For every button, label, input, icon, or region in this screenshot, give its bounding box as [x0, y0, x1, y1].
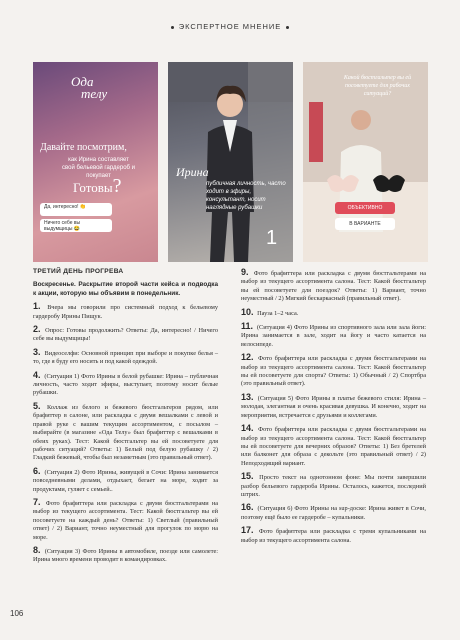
- answer-2-label: В ВАРИАНТЕ: [349, 221, 381, 227]
- page-number: 106: [10, 609, 24, 618]
- logo-line-1: Ода: [71, 74, 94, 89]
- item-number: 13.: [241, 391, 254, 402]
- numbered-item: [241, 424, 426, 468]
- answer-1-label: ОБЪЕКТИВНО: [347, 205, 383, 211]
- item-text: (Ситуация 4) Фото Ирины из спортивного зала или зала йоги: Ирина занимается в зале, ходит на йогу и часто катается на велосипеде.: [241, 324, 427, 348]
- item-number: 11.: [241, 321, 254, 332]
- item-number: 9.: [241, 267, 249, 277]
- section-title: ЭКСПЕРТНОЕ МНЕНИЕ: [178, 22, 282, 31]
- right-column: [241, 268, 426, 549]
- item-text: Пауза 1–2 часа.: [257, 309, 299, 317]
- numbered-item: [33, 498, 218, 542]
- item-text: Видеоселфи: Основной принцип при выборе и покупке белья – то, где я буду его носить и под какой одеждой.: [33, 349, 218, 366]
- item-text: Вчера мы говорили про системный подход к бельевому гардеробу Ирины Пищук.: [33, 304, 218, 320]
- numbered-item: [241, 308, 426, 318]
- item-number: 3.: [33, 346, 41, 357]
- logo-line-2: телу: [81, 86, 108, 101]
- story1-subtext: как Ирина составляет свой бельевой гардероб и покупает: [62, 157, 135, 179]
- numbered-item: [241, 268, 426, 304]
- item-text: (Ситуация 3) Фото Ирины в автомобиле, поезде или самолете: Ирина много времени проводит в командировках.: [33, 547, 218, 564]
- brand-logo: [71, 76, 107, 100]
- item-text: Просто текст на однотонном фоне: Мы почти завершили разбор бельевого гардероба Ирины. Осталось, кажется, последний штрих.: [241, 474, 427, 498]
- item-text: Фото брафиттера или раскладка с двумя бюстгальтерами на выбор из текущего ассортимента салона. Тест: Какой бюстгальтер вы ей посоветуете для поездок? Ответы: 1) Вариант, точно неуместный / 2) Мягкий бескаркасный (правильный ответ).: [241, 270, 426, 303]
- item-text: (Ситуация 6) Фото Ирины на sup-доске: Ирина живет в Сочи, поэтому ещё было ее гардеробе – купальники.: [241, 505, 427, 521]
- section-header: [0, 22, 460, 31]
- numbered-item: [241, 526, 426, 545]
- item-text: Фото брафиттера или раскладка с двумя бюстгальтерами на выбор из текущего ассортимента салона. Тест: Какой бюстгальтер вы ей посоветуете для спорта? Ответы: 1) Обычный / 2) Спортбра (это правильный ответ).: [241, 355, 426, 388]
- item-text: (Ситуация 2) Фото Ирины, живущей в Сочи: Ирина занимается повседневными делами, отдыхает, бегает на море, ходит за продуктами, гуляет с семьей..: [33, 468, 218, 493]
- numbered-item: [241, 503, 426, 522]
- answer-button-2[interactable]: [335, 218, 395, 230]
- item-number: 17.: [241, 525, 254, 536]
- left-column: [33, 268, 218, 569]
- item-number: 5.: [33, 400, 41, 411]
- story2-name: Ирина: [176, 165, 209, 179]
- poll-option-wow[interactable]: Ничего себе вы выдумщицы 😂: [40, 219, 112, 232]
- section-heading: ТРЕТИЙ ДЕНЬ ПРОГРЕВА: [33, 268, 124, 275]
- numbered-item: [33, 467, 218, 494]
- numbered-item: [33, 348, 218, 367]
- numbered-item: [241, 353, 426, 389]
- numbered-item: [33, 546, 218, 565]
- item-number: 10.: [241, 306, 254, 317]
- item-text: Коллаж из белого и бежевого бюстгальтеров рядом, или брафиттер в салоне, или раскладка с двумя вешалками с левой и правой руке с вашим текущим ассортиментом, с посылом – выбирайте (в магазине «Ода Телу» был брафиттер с вешалками в обеих руках). Тест: Какой бюстгальтер вы ей посоветуете для рабочих ситуаций? Ответы: 1) Белый под белую рубашку / 2) Гладкий бежевый, чтобы был незаметным (это правильный ответ).: [33, 403, 218, 462]
- story3-caption: Какой бюстгальтер вы ей посоветуете для рабочих ситуаций?: [343, 75, 412, 97]
- item-text: Фото брафиттера или раскладка с двумя бюстгальтерами на выбор из текущего ассортимента салона. Тест: Какой бюстгальтер вы ей посоветуете для вечерних образов? Ответы: 1) Без бретелей или балконет для образа с декольте (это правильный ответ) / 2) Неподходящий вариант.: [241, 426, 426, 467]
- question-text: Готовы: [73, 180, 113, 195]
- item-number: 8.: [33, 544, 41, 555]
- numbered-item: [241, 393, 426, 420]
- item-number: 16.: [241, 502, 254, 513]
- question-mark: ?: [112, 175, 122, 197]
- item-number: 1.: [33, 301, 41, 312]
- story-panel-1: [33, 62, 158, 262]
- item-text: Фото брафиттера или раскладка с двумя бюстгальтерами на выбор из текущего ассортимента. Тест: Какой бюстгальтер вы ей посоветуете на каждый день? Ответы: 1) Светлый (правильный ответ) / 2) Вариант, точно неуместный для прогулок по морю на море.: [33, 499, 218, 541]
- answer-button-1[interactable]: [335, 202, 395, 214]
- item-text: Опрос: Готовы продолжить? Ответы: Да, интересно! / Ничего себе вы выдумщицы!: [33, 327, 218, 343]
- item-text: Фото брафиттера или раскладка с тремя купальниками на выбор из текущего ассортимента салона.: [241, 528, 426, 544]
- numbered-item: [33, 302, 218, 321]
- numbered-item: [241, 472, 426, 499]
- story2-caption: публичная личность, часто ходит в эфиры, консультант, носит наглядные рубашки: [206, 181, 286, 211]
- item-number: 7.: [33, 496, 41, 507]
- poll-option-yes[interactable]: Да, интересно! 👏: [40, 203, 112, 216]
- numbered-item: [33, 402, 218, 463]
- story-panel-2: [168, 62, 293, 262]
- numbered-item: [241, 322, 426, 349]
- story-panel-3: [303, 62, 428, 262]
- item-number: 4.: [33, 369, 41, 380]
- story-number: 1: [266, 227, 278, 249]
- item-number: 2.: [33, 324, 41, 335]
- item-number: 14.: [241, 423, 254, 434]
- item-number: 15.: [241, 471, 254, 482]
- story1-heading: Давайте посмотрим,: [40, 142, 127, 153]
- item-text: (Ситуация 5) Фото Ирины в платье бежевого стиля: Ирина – молодая, элегантная и очень красивая девушка. И конечно, ходит на мероприятия, встречается с друзьями и коллегами.: [241, 394, 426, 419]
- story1-question: [73, 175, 122, 197]
- item-number: 12.: [241, 352, 254, 363]
- item-text: (Ситуация 1) Фото Ирины в белой рубашке: Ирина – публичная личность, часто ходит эфиры, выступает, поэтому носит белые рубашки.: [33, 372, 219, 397]
- item-number: 6.: [33, 465, 41, 476]
- numbered-item: [33, 371, 218, 398]
- bullet-icon: [286, 26, 289, 29]
- numbered-item: [33, 325, 218, 344]
- bullet-icon: [171, 26, 174, 29]
- lead-paragraph: Воскресенье. Раскрытие второй части кейса и подводка к акции, которую мы объявим в понедельник.: [33, 281, 218, 297]
